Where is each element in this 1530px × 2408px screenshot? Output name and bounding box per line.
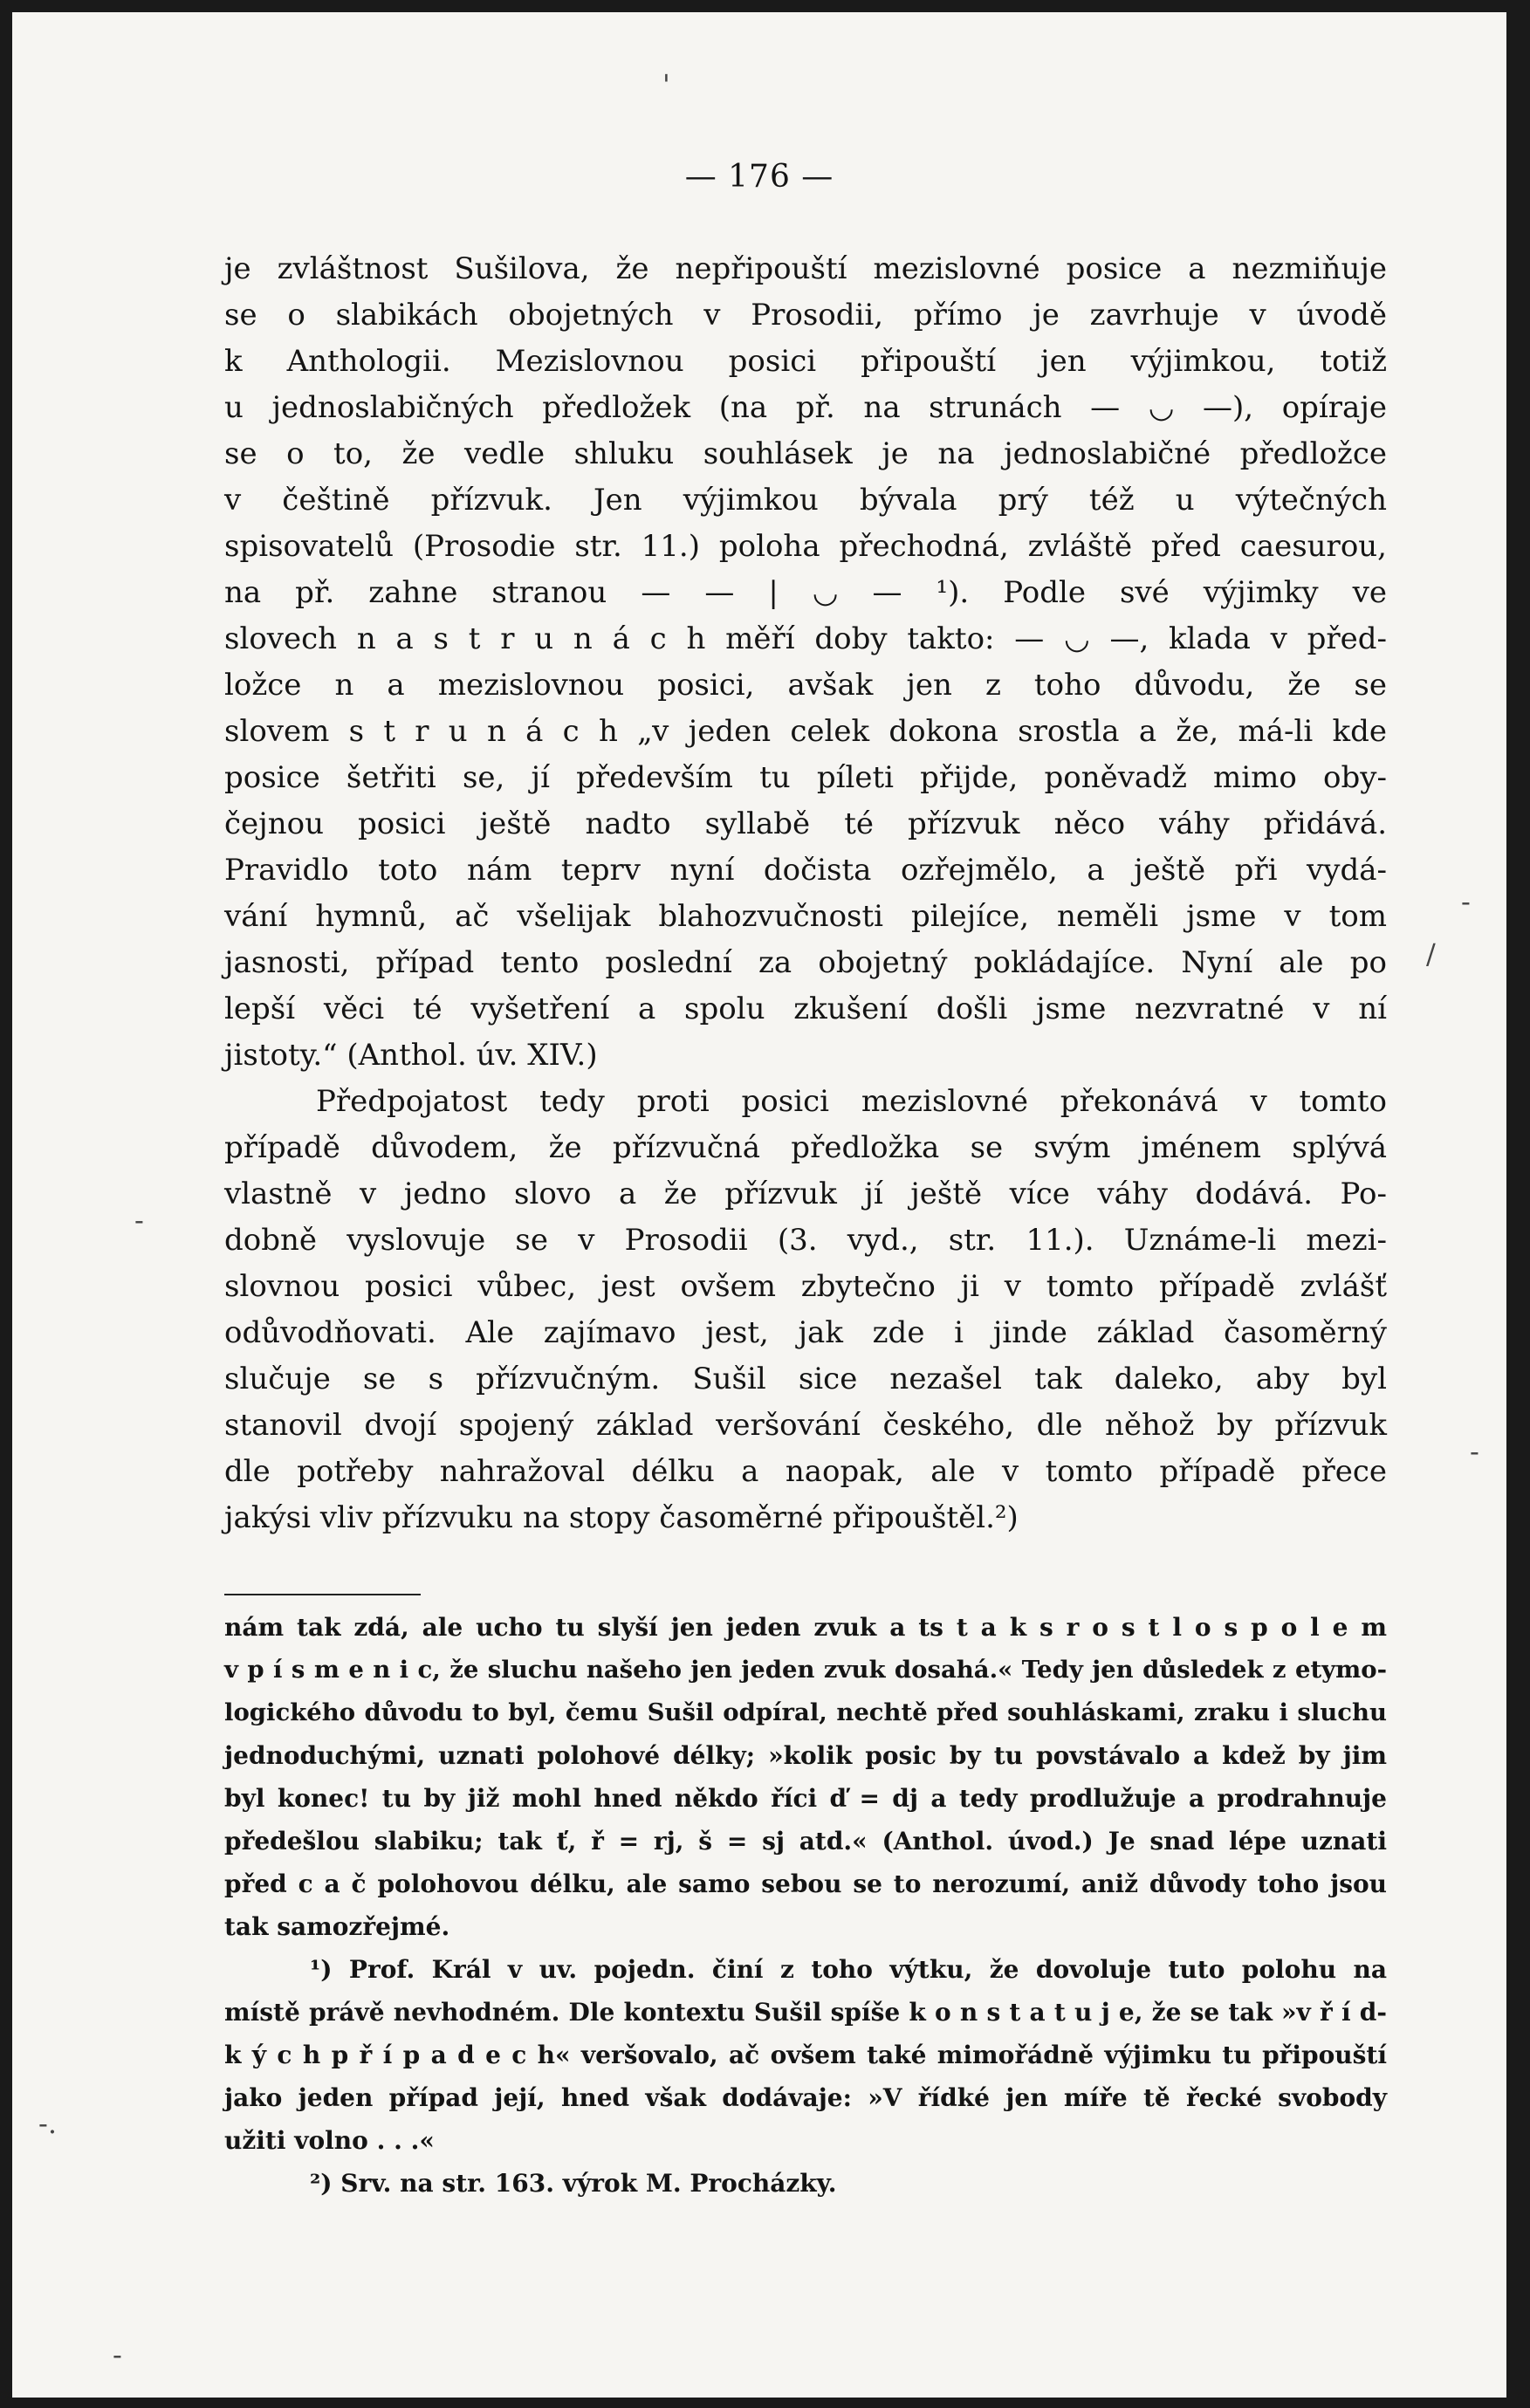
footnote-line: tak samozřejmé.	[224, 1912, 450, 1941]
book-page	[12, 12, 1506, 2398]
body-line: slovem s t r u n á c h „v jeden celek dokona srostla a že, má-li kde	[224, 714, 1387, 749]
body-line: případě důvodem, že přízvučná předložka se svým jménem splývá	[224, 1130, 1387, 1165]
body-line: Pravidlo toto nám teprv nyní dočista ozřejmělo, a ještě při vydá-	[224, 853, 1387, 888]
footnote-line: jednoduchými, uznati polohové délky; »kolik posic by tu povstávalo a kdež by jim	[224, 1741, 1387, 1770]
footnote-line: předešlou slabiku; tak ť, ř = rj, š = sj atd.« (Anthol. úvod.) Je snad lépe uznati	[224, 1827, 1387, 1856]
footnote-line: v p í s m e n i c, že sluchu našeho jen jeden zvuk dosahá.« Tedy jen důsledek z etymo-	[224, 1656, 1387, 1684]
body-line: se o to, že vedle shluku souhlásek je na jednoslabičné předložce	[224, 436, 1387, 471]
main-text	[224, 246, 1387, 1541]
footnote-2: ²) Srv. na str. 163. výrok M. Procházky.	[310, 2169, 837, 2198]
footnote-line: místě právě nevhodném. Dle kontextu Sušil spíše k o n s t a t u j e, že se tak »v ř í d-	[224, 1998, 1387, 2027]
body-line: na př. zahne stranou — — | ◡ — ¹). Podle své výjimky ve	[224, 575, 1387, 610]
body-line: spisovatelů (Prosodie str. 11.) poloha přechodná, zvláště před caesurou,	[224, 529, 1387, 564]
body-line: dle potřeby nahražoval délku a naopak, ale v tomto případě přece	[224, 1454, 1387, 1489]
body-line: v češtině přízvuk. Jen výjimkou bývala prý též u výtečných	[224, 483, 1387, 518]
page-number: — 176 —	[684, 159, 834, 195]
footnotes	[224, 1606, 1387, 2205]
footnote-line: k ý c h p ř í p a d e c h« veršovalo, ač ovšem také mimořádně výjimku tu připouští	[224, 2041, 1387, 2069]
body-line: odůvodňovati. Ale zajímavo jest, jak zde i jinde základ časoměrný	[224, 1315, 1387, 1350]
body-line: čejnou posici ještě nadto syllabě té přízvuk něco váhy přidává.	[224, 806, 1387, 841]
footnote-line: užiti volno . . .«	[224, 2126, 435, 2155]
body-line: vání hymnů, ač všelijak blahozvučnosti pilejíce, neměli jsme v tom	[224, 899, 1387, 934]
body-line: dobně vyslovuje se v Prosodii (3. vyd., str. 11.). Uznáme-li mezi-	[224, 1223, 1387, 1258]
scan-speck: -	[1470, 1435, 1479, 1468]
footnote-1-start: ¹) Prof. Král v uv. pojedn. činí z toho výtku, že dovoluje tuto polohu na	[310, 1955, 1387, 1984]
paragraph-start-line: Předpojatost tedy proti posici mezislovné překonává v tomto	[316, 1084, 1387, 1119]
body-line: slovnou posici vůbec, jest ovšem zbytečno ji v tomto případě zvlášť	[224, 1269, 1387, 1304]
body-line: slučuje se s přízvučným. Sušil sice nezašel tak daleko, aby byl	[224, 1362, 1387, 1396]
body-line: jakýsi vliv přízvuku na stopy časoměrné připouštěl.²)	[224, 1500, 1019, 1535]
scan-speck: -	[113, 2338, 122, 2371]
body-line: je zvláštnost Sušilova, že nepřipouští mezislovné posice a nezmiňuje	[224, 251, 1387, 286]
footnote-line: jako jeden případ její, hned však dodávaje: »V řídké jen míře tě řecké svobody	[224, 2083, 1387, 2112]
scan-speck: -.	[38, 2107, 57, 2140]
body-line: jasnosti, případ tento poslední za obojetný pokládajíce. Nyní ale po	[224, 945, 1387, 980]
body-line: se o slabikách obojetných v Prosodii, přímo je zavrhuje v úvodě	[224, 298, 1387, 333]
body-line: k Anthologii. Mezislovnou posici připouští jen výjimkou, totiž	[224, 344, 1387, 379]
scan-speck: /	[1426, 937, 1436, 971]
footnote-line: před c a č polohovou délku, ale samo sebou se to nerozumí, aniž důvody toho jsou	[224, 1869, 1387, 1898]
body-line: slovech n a s t r u n á c h měří doby takto: — ◡ —, klada v před-	[224, 621, 1387, 656]
body-line: posice šetřiti se, jí především tu píleti přijde, poněvadž mimo oby-	[224, 760, 1387, 795]
footnote-line: byl konec! tu by již mohl hned někdo říci ď = dj a tedy prodlužuje a prodrahnuje	[224, 1784, 1387, 1813]
body-line: jistoty.“ (Anthol. úv. XIV.)	[224, 1038, 598, 1073]
footnote-line: logického důvodu to byl, čemu Sušil odpíral, nechtě před souhláskami, zraku i sluchu	[224, 1698, 1387, 1726]
scan-speck: '	[662, 68, 670, 101]
body-line: lepší věci té vyšetření a spolu zkušení došli jsme nezvratné v ní	[224, 991, 1387, 1026]
body-line: ložce n a mezislovnou posici, avšak jen z toho důvodu, že se	[224, 668, 1387, 703]
body-line: stanovil dvojí spojený základ veršování českého, dle něhož by přízvuk	[224, 1408, 1387, 1443]
footnote-separator	[224, 1594, 421, 1595]
scan-speck: -	[1461, 885, 1471, 918]
body-line: u jednoslabičných předložek (na př. na strunách — ◡ —), opíraje	[224, 390, 1387, 425]
scan-speck: -	[134, 1204, 144, 1237]
body-line: vlastně v jedno slovo a že přízvuk jí ještě více váhy dodává. Po-	[224, 1177, 1387, 1211]
footnote-line: nám tak zdá, ale ucho tu slyší jen jeden zvuk a ts t a k s r o s t l o s p o l e m	[224, 1613, 1387, 1642]
